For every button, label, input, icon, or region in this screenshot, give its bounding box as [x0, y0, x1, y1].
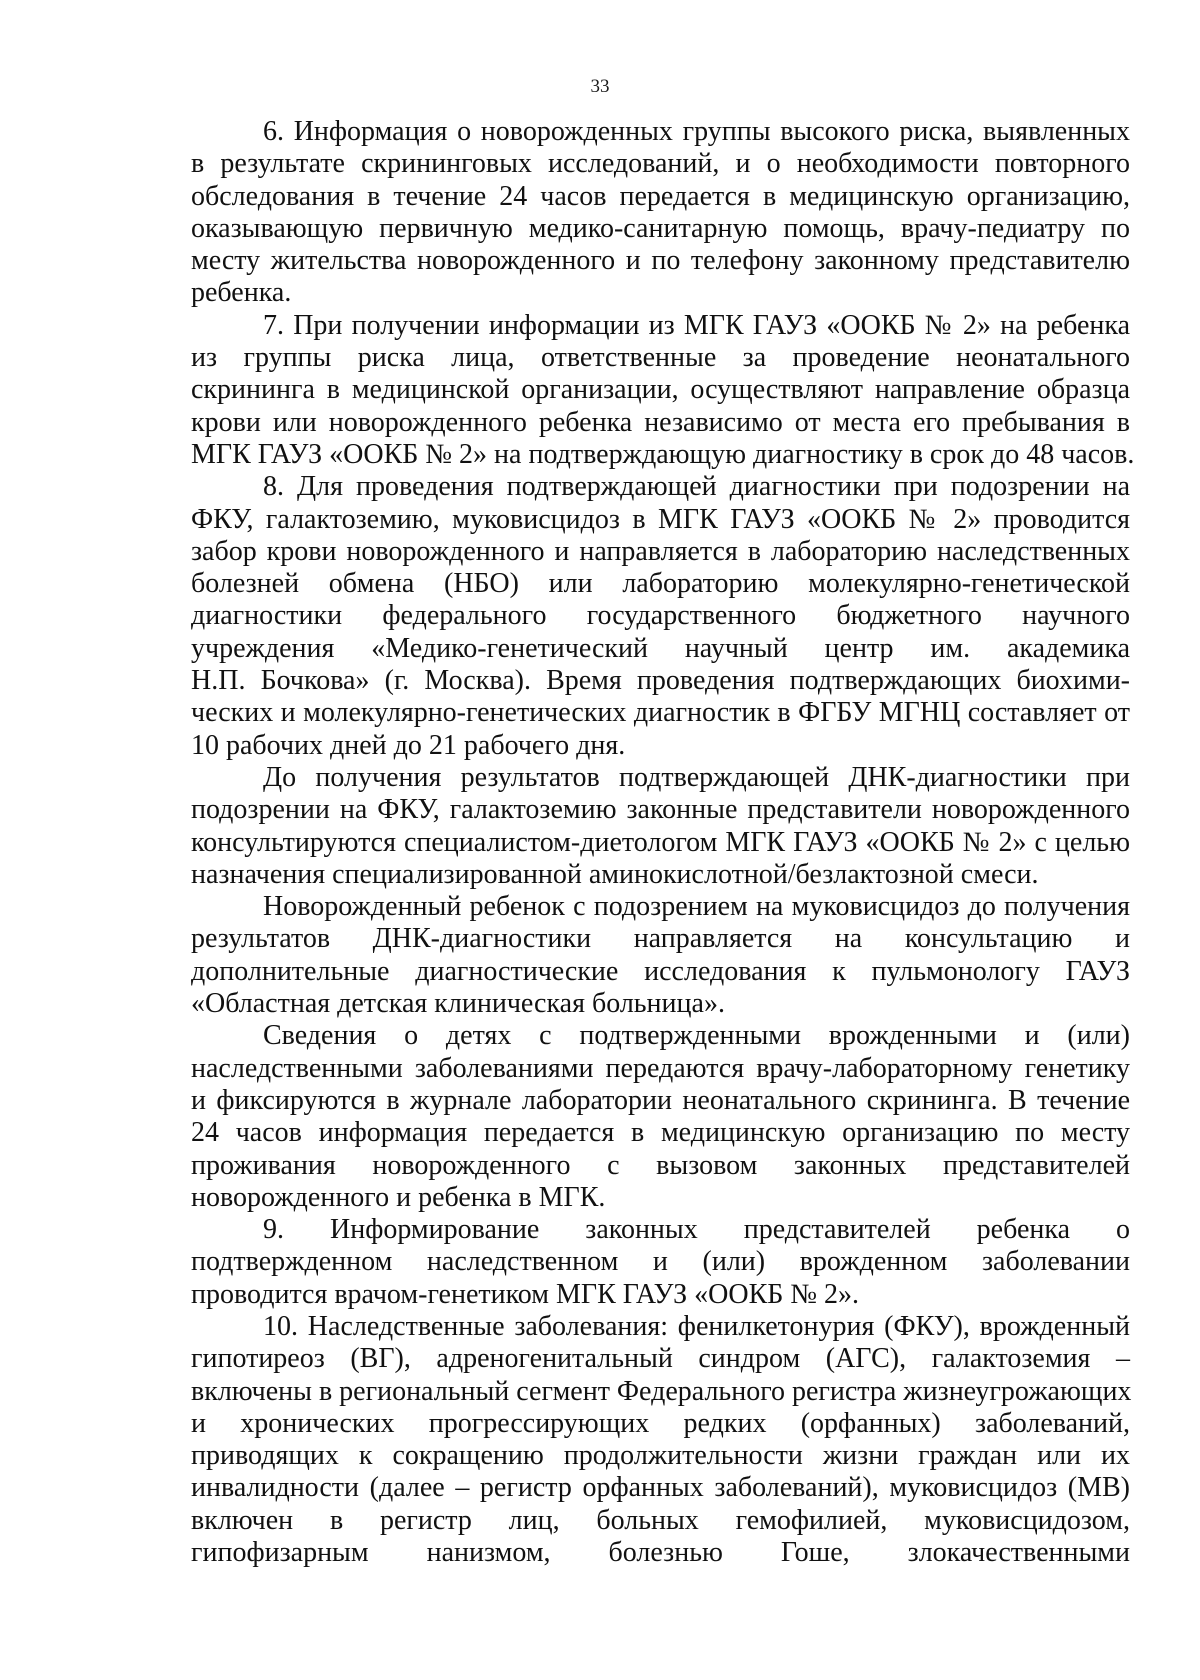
text-line: результатов ДНК-диагностики направляется на консультацию и	[191, 923, 1130, 955]
text-line: учреждения «Медико-генетический научный центр им. академика	[191, 632, 1130, 664]
text-line: проживания новорожденного с вызовом законных представителей	[191, 1149, 1130, 1181]
text-line: 8. Для проведения подтверждающей диагностики при подозрении на	[263, 471, 1130, 503]
text-line: 10. Наследственные заболевания: фенилкетонурия (ФКУ), врожденный	[263, 1310, 1130, 1342]
text-line: диагностики федерального государственного бюджетного научного	[191, 600, 1130, 632]
text-line: гипотиреоз (ВГ), адреногенитальный синдром (АГС), галактоземия –	[191, 1343, 1130, 1375]
text-line: «Областная детская клиническая больница».	[191, 988, 725, 1020]
text-line: месту жительства новорожденного и по телефону законному представителю	[191, 245, 1130, 277]
paragraph	[191, 891, 1130, 1020]
text-line: ребенка.	[191, 277, 292, 309]
text-line: наследственными заболеваниями передаются врачу-лабораторному генетику	[191, 1052, 1130, 1084]
text-line: 6. Информация о новорожденных группы высокого риска, выявленных	[263, 116, 1130, 147]
text-line: оказывающую первичную медико-санитарную помощь, врачу-педиатру по	[191, 212, 1130, 244]
text-line: инвалидности (далее – регистр орфанных заболеваний), муковисцидоз (МВ)	[191, 1472, 1130, 1504]
text-line: 7. При получении информации из МГК ГАУЗ «ООКБ № 2» на ребенка	[263, 309, 1130, 341]
text-line: болезней обмена (НБО) или лабораторию молекулярно-генетической	[191, 568, 1130, 600]
paragraph	[191, 309, 1135, 471]
text-line: назначения специализированной аминокислотной/безлактозной смеси.	[191, 858, 1039, 890]
paragraph	[191, 1214, 1130, 1311]
text-line: обследования в течение 24 часов передается в медицинскую организацию,	[191, 180, 1130, 212]
text-line: 10 рабочих дней до 21 рабочего дня.	[191, 729, 626, 761]
text-line: МГК ГАУЗ «ООКБ № 2» на подтверждающую диагностику в срок до 48 часов.	[191, 438, 1135, 470]
text-line: дополнительные диагностические исследования к пульмонологу ГАУЗ	[191, 955, 1130, 987]
paragraph	[191, 471, 1130, 762]
paragraph	[191, 762, 1130, 891]
text-line: проводится врачом-генетиком МГК ГАУЗ «ООКБ № 2».	[191, 1278, 860, 1310]
paragraph	[191, 1311, 1130, 1569]
text-line: скрининга в медицинской организации, осуществляют направление образца	[191, 374, 1130, 406]
text-line: гипофизарным нанизмом, болезнью Гоше, злокачественными	[191, 1537, 1130, 1569]
text-line: 24 часов информация передается в медицинскую организацию по месту	[191, 1117, 1130, 1149]
text-line: из группы риска лица, ответственные за проведение неонатального	[191, 342, 1130, 374]
paragraph	[191, 1020, 1130, 1214]
text-line: Н.П. Бочкова» (г. Москва). Время проведения подтверждающих биохими-	[191, 665, 1130, 697]
text-line: Новорожденный ребенок с подозрением на муковисцидоз до получения	[263, 891, 1130, 923]
text-line: крови или новорожденного ребенка независимо от места его пребывания в	[191, 406, 1130, 438]
text-line: и хронических прогрессирующих редких (орфанных) заболеваний,	[191, 1407, 1130, 1439]
text-line: подтвержденном наследственном и (или) врожденном заболевании	[191, 1246, 1130, 1278]
text-line: включены в региональный сегмент Федерального регистра жизнеугрожающих	[191, 1375, 1132, 1407]
text-line: в результате скрининговых исследований, и о необходимости повторного	[191, 148, 1130, 180]
text-line: Сведения о детях с подтвержденными врожденными и (или)	[263, 1020, 1130, 1052]
text-line: консультируются специалистом-диетологом МГК ГАУЗ «ООКБ № 2» с целью	[191, 826, 1130, 858]
paragraph	[191, 116, 1130, 310]
text-line: приводящих к сокращению продолжительности жизни граждан или их	[191, 1440, 1130, 1472]
text-line: подозрении на ФКУ, галактоземию законные представители новорожденного	[191, 794, 1130, 826]
text-line: До получения результатов подтверждающей ДНК-диагностики при	[263, 761, 1130, 793]
text-line: ческих и молекулярно-генетических диагностик в ФГБУ МГНЦ составляет от	[191, 697, 1130, 729]
text-line: включен в регистр лиц, больных гемофилией, муковисцидозом,	[191, 1504, 1130, 1536]
text-line: новорожденного и ребенка в МГК.	[191, 1181, 606, 1213]
text-line: и фиксируются в журнале лаборатории неонатального скрининга. В течение	[191, 1084, 1130, 1116]
document-body	[191, 116, 1135, 1569]
text-line: 9. Информирование законных представителей ребенка о	[263, 1214, 1130, 1246]
text-line: забор крови новорожденного и направляется в лабораторию наследственных	[191, 535, 1130, 567]
text-line: ФКУ, галактоземию, муковисцидоз в МГК ГАУЗ «ООКБ № 2» проводится	[191, 503, 1130, 535]
page-number: 33	[590, 76, 610, 97]
